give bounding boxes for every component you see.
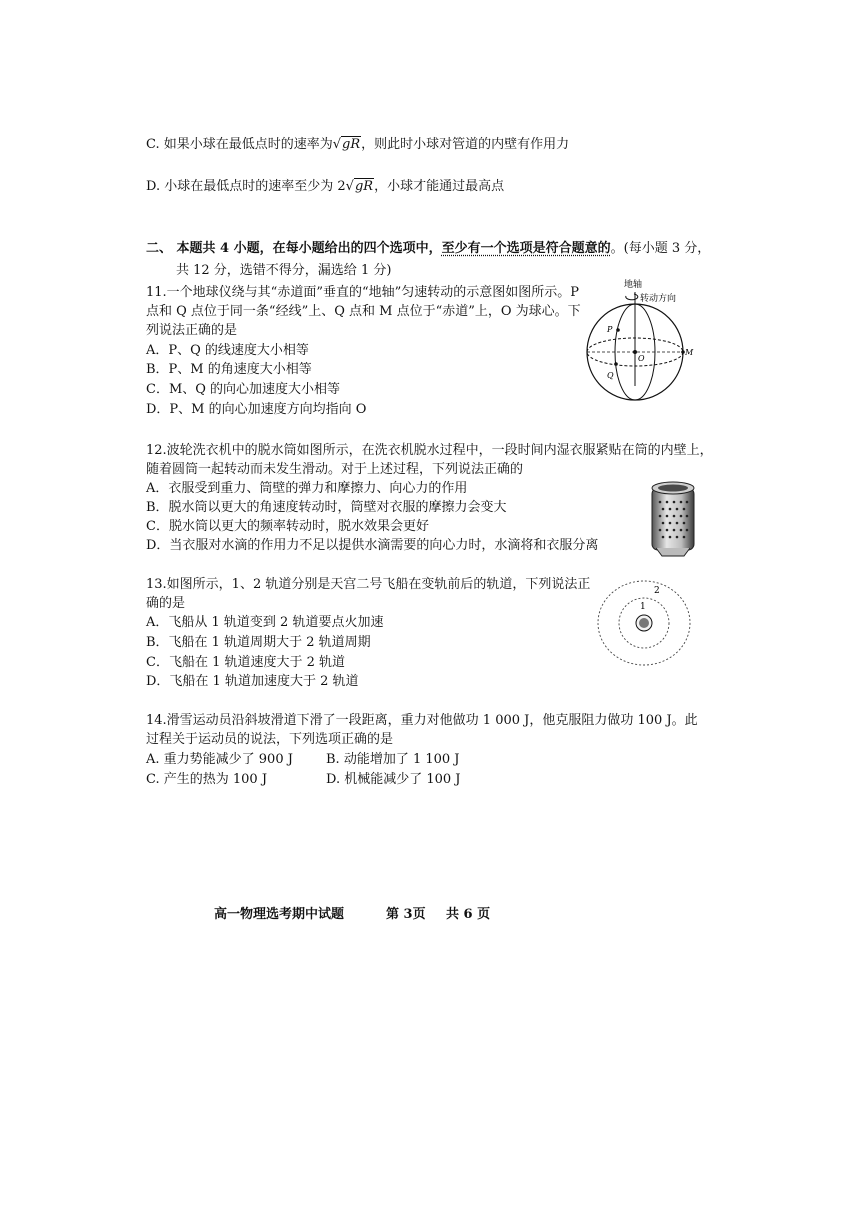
q14-option-b: B. 动能增加了 1 100 J: [326, 752, 460, 767]
axis-label: 地轴: [624, 280, 643, 290]
sqrt-gr: √gR: [345, 179, 374, 194]
q13-stem-1: 13.如图所示，1、2 轨道分别是天宫二号飞船在变轨前后的轨道，下列说法正: [146, 577, 591, 592]
q11-option-d: D．P、M 的向心加速度方向均指向 O: [146, 402, 367, 417]
section-heading-emph: 至少有一个选项是符合题意的: [441, 241, 611, 256]
direction-label: 转动方向: [640, 294, 677, 304]
section-heading-post: 。(每小题 3 分，: [610, 241, 711, 256]
q12-stem-2: 随着圆筒一起转动而未发生滑动。对于上述过程，下列说法正确的: [146, 462, 524, 477]
q11-stem-1: 11.一个地球仪绕与其“赤道面”垂直的“地轴”匀速转动的示意图如图所示。P: [146, 285, 580, 300]
q12-option-c: C．脱水筒以更大的频率转动时，脱水效果会更好: [146, 519, 429, 534]
q14-stem-2: 过程关于运动员的说法，下列选项正确的是: [146, 732, 394, 747]
section-heading: [146, 240, 710, 258]
orbit-figure: [596, 576, 696, 672]
q13-option-d: D．飞船在 1 轨道加速度大于 2 轨道: [146, 674, 359, 689]
footer-total: 共 6 页: [446, 907, 491, 922]
option-d-prev-post: ，小球才能通过最高点: [374, 179, 505, 194]
globe-figure: [580, 278, 700, 398]
q14-stem-1: 14.滑雪运动员沿斜坡滑道下滑了一段距离，重力对他做功 1 000 J，他克服阻力做功 100 J。此: [146, 713, 698, 728]
q11-option-b: B．P、M 的角速度大小相等: [146, 362, 312, 377]
section-heading-line2: 共 12 分，选错不得分，漏选给 1 分): [176, 263, 392, 278]
option-c-prev: [146, 136, 569, 154]
q11-option-a: A．P、Q 的线速度大小相等: [146, 343, 309, 358]
drum-body: [652, 488, 694, 550]
point-q: [614, 362, 618, 366]
option-d-prev-pre: D. 小球在最低点时的速率至少为 2: [146, 179, 346, 194]
footer-title: 高一物理选考期中试题: [214, 907, 345, 922]
point-p-label: P: [607, 325, 613, 334]
q14-option-d: D. 机械能减少了 100 J: [326, 772, 461, 787]
q14-option-c: C. 产生的热为 100 J: [146, 772, 268, 787]
center-point: [633, 350, 637, 354]
point-p: [616, 328, 620, 332]
rotation-arrow-icon: [626, 294, 638, 300]
spin-drum-figure: [648, 478, 698, 558]
option-d-prev: [146, 178, 504, 196]
q11-stem-2: 点和 Q 点位于同一条“经线”上、Q 点和 M 点位于“赤道”上，O 为球心。下: [146, 304, 581, 319]
drum-base: [656, 548, 690, 556]
q12-option-b: B．脱水筒以更大的角速度转动时，筒壁对衣服的摩擦力会变大: [146, 500, 507, 515]
drum-opening: [658, 485, 688, 492]
q13-option-a: A．飞船从 1 轨道变到 2 轨道要点火加速: [146, 615, 384, 630]
q12-option-a: A．衣服受到重力、筒壁的弹力和摩擦力、向心力的作用: [146, 481, 468, 496]
option-c-prev-post: ，则此时小球对管道的内壁有作用力: [361, 137, 570, 152]
q13-option-b: B．飞船在 1 轨道周期大于 2 轨道周期: [146, 635, 371, 650]
sqrt-radicand: gR: [342, 137, 361, 152]
q14-option-a: A. 重力势能减少了 900 J: [146, 752, 293, 767]
q12-stem-1: 12.波轮洗衣机中的脱水筒如图所示，在洗衣机脱水过程中，一段时间内湿衣服紧贴在筒的内壁上，: [146, 443, 713, 458]
q13-stem-2: 确的是: [146, 596, 186, 611]
footer-page: 第 3页: [386, 907, 426, 922]
orbit-2-label: 2: [654, 586, 660, 596]
point-m-label: M: [685, 348, 694, 357]
section-heading-pre: 二、 本题共 4 小题，在每小题给出的四个选项中，: [146, 241, 442, 256]
point-o-label: O: [638, 354, 645, 363]
q12-option-d: D．当衣服对水滴的作用力不足以提供水滴需要的向心力时，水滴将和衣服分离: [146, 538, 599, 553]
q13-option-c: C．飞船在 1 轨道速度大于 2 轨道: [146, 655, 346, 670]
q11-option-c: C．M、Q 的向心加速度大小相等: [146, 382, 341, 397]
orbit-1-label: 1: [640, 602, 646, 612]
option-c-prev-pre: C. 如果小球在最低点时的速率为: [146, 137, 333, 152]
earth-core: [639, 618, 649, 628]
sqrt-radicand: gR: [354, 179, 374, 194]
q11-stem-3: 列说法正确的是: [146, 323, 238, 338]
sqrt-gr: √gR: [332, 137, 361, 152]
point-q-label: Q: [607, 371, 614, 380]
